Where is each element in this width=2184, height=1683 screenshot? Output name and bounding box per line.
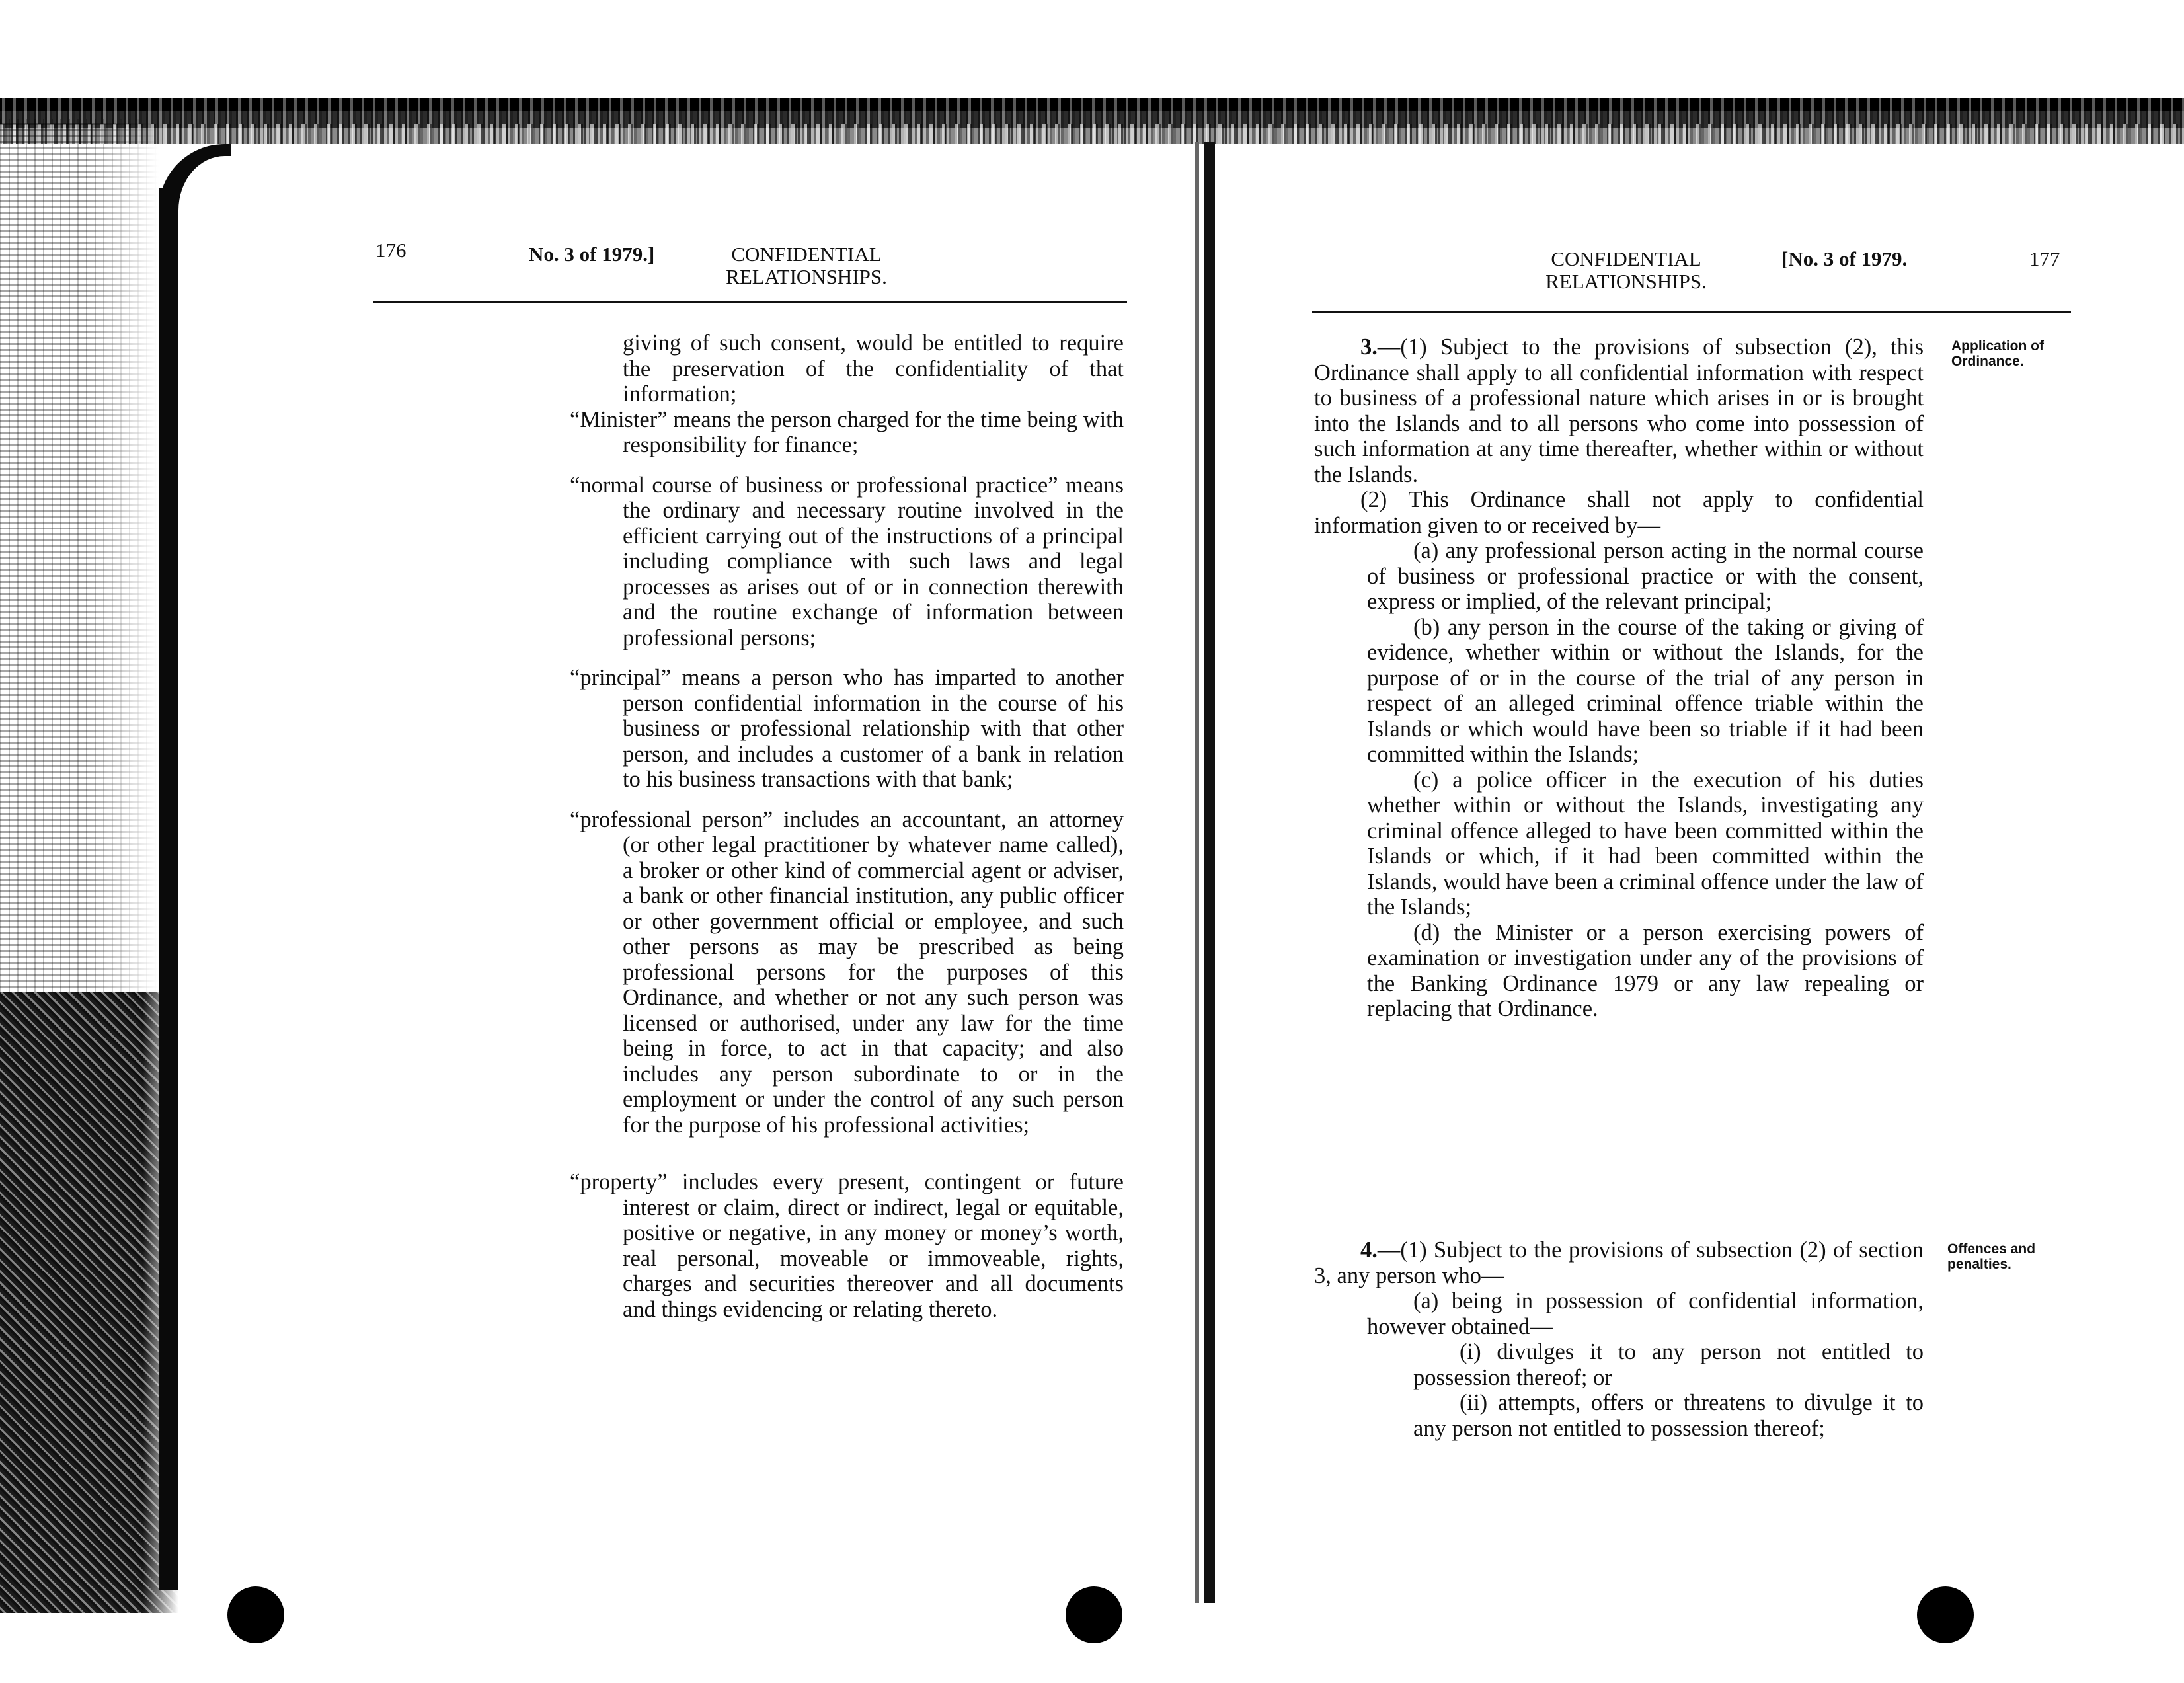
left-header-title bbox=[701, 243, 912, 288]
section-4-1-a-i: (i) divulges it to any person not entitled to possession thereof; or bbox=[1413, 1339, 1924, 1390]
punch-hole-middle bbox=[1066, 1586, 1122, 1643]
section-3-2-a: (a) any professional person acting in the normal course of business or professional practice or with the consent, express or implied, of the relevant principal; bbox=[1367, 538, 1924, 614]
definition-minister: “Minister” means the person charged for the time being with responsibility for finance; bbox=[570, 407, 1124, 457]
section-3-subsection-2: (2) This Ordinance shall not apply to confidential information given to or received by— bbox=[1314, 487, 1924, 538]
section-3-number: 3. bbox=[1360, 334, 1378, 360]
marginal-note-offences: Offences and penalties. bbox=[1947, 1241, 2036, 1272]
section-4-body bbox=[1314, 1237, 1924, 1441]
left-page-body bbox=[570, 331, 1124, 1322]
definition-continuation: giving of such consent, would be entitled to require the preservation of the confidentiality of that information; bbox=[623, 331, 1124, 407]
section-3-subsection-1: 3.—(1) Subject to the provisions of subsection (2), this Ordinance shall apply to all confidential information with respect to business of a professional nature which arises in or is brought into the Islands and to all persons who come into possession of such information at any time thereafter, whether within or without the Islands. bbox=[1314, 334, 1924, 487]
definition-professional-person: “professional person” includes an accountant, an attorney (or other legal practitioner by whatever name called), a broker or other kind of commercial agent or adviser, a bank or other financial institution, any public officer or other government official or employee, and such other persons as may be prescribed as being professional persons for the purposes of this Ordinance, and whether or not any such person was licensed or authorised, under any law for the time being in force, to act in that capacity; and also includes any person subordinate to or in the employment or under the control of any such person for the purpose of his professional activities; bbox=[570, 806, 1124, 1138]
section-4-subsection-1: 4.—(1) Subject to the provisions of subsection (2) of section 3, any person who— bbox=[1314, 1237, 1924, 1288]
definition-principal: “principal” means a person who has imparted to another person confidential information in the course of his business or professional relationship with that other person, and includes a customer of a bank in relation to his business transactions with that bank; bbox=[570, 665, 1124, 792]
left-header-title-line1: CONFIDENTIAL bbox=[731, 243, 882, 266]
punch-hole-left bbox=[227, 1586, 284, 1643]
definition-normal-course: “normal course of business or professional practice” means the ordinary and necessary routine involved in the efficient carrying out of the instructions of a principal including compliance with such laws and legal processes as arises out of or in connection therewith and the routine exchange of information between professional persons; bbox=[570, 472, 1124, 650]
right-header-title-line2: RELATIONSHIPS. bbox=[1545, 270, 1707, 293]
right-page-body bbox=[1314, 334, 1924, 1022]
right-header-rule bbox=[1312, 311, 2071, 313]
scan-top-border bbox=[0, 98, 2184, 144]
scan-left-edge-shadow bbox=[0, 992, 178, 1613]
section-3-2-d: (d) the Minister or a person exercising powers of examination or investigation under any of the provisions of the Banking Ordinance 1979 or any law repealing or replacing that Ordinance. bbox=[1367, 920, 1924, 1021]
left-header-reference: No. 3 of 1979.] bbox=[529, 243, 655, 266]
section-4-1-a: (a) being in possession of confidential information, however obtained— bbox=[1367, 1288, 1924, 1339]
right-page-number: 177 bbox=[2029, 247, 2060, 270]
section-3-2-c: (c) a police officer in the execution of his duties whether within or without the Islands, investigating any criminal offence alleged to have been committed within the Islands or which, if it had been committed within the Islands, would have been a criminal offence under the law of the Islands; bbox=[1367, 767, 1924, 920]
right-header-title bbox=[1520, 248, 1732, 293]
right-header-reference: [No. 3 of 1979. bbox=[1781, 247, 1908, 270]
left-header-title-line2: RELATIONSHIPS. bbox=[726, 265, 887, 288]
center-fold-shadow bbox=[1195, 142, 1199, 1603]
right-header-title-line1: CONFIDENTIAL bbox=[1551, 247, 1701, 270]
punch-hole-right bbox=[1917, 1586, 1974, 1643]
left-page-edge bbox=[159, 188, 178, 1590]
definition-property: “property” includes every present, contingent or future interest or claim, direct or indirect, legal or equitable, positive or negative, in any money or money’s worth, real personal, moveable or immoveable, rights, charges and securities thereover and all documents and things evidencing or relating thereto. bbox=[570, 1169, 1124, 1322]
section-4-number: 4. bbox=[1360, 1237, 1378, 1263]
left-header-rule bbox=[373, 301, 1127, 303]
section-4-1-a-ii: (ii) attempts, offers or threatens to divulge it to any person not entitled to possession thereof; bbox=[1413, 1390, 1924, 1441]
center-fold bbox=[1204, 142, 1215, 1603]
left-page-number: 176 bbox=[375, 239, 407, 262]
section-3-2-b: (b) any person in the course of the taking or giving of evidence, whether within or without the Islands, for the purpose of or in the course of the trial of any person in respect of an alleged criminal offence triable within the Islands or which would have been so triable if it had been committed within the Islands; bbox=[1367, 614, 1924, 767]
marginal-note-application: Application of Ordinance. bbox=[1951, 338, 2044, 369]
